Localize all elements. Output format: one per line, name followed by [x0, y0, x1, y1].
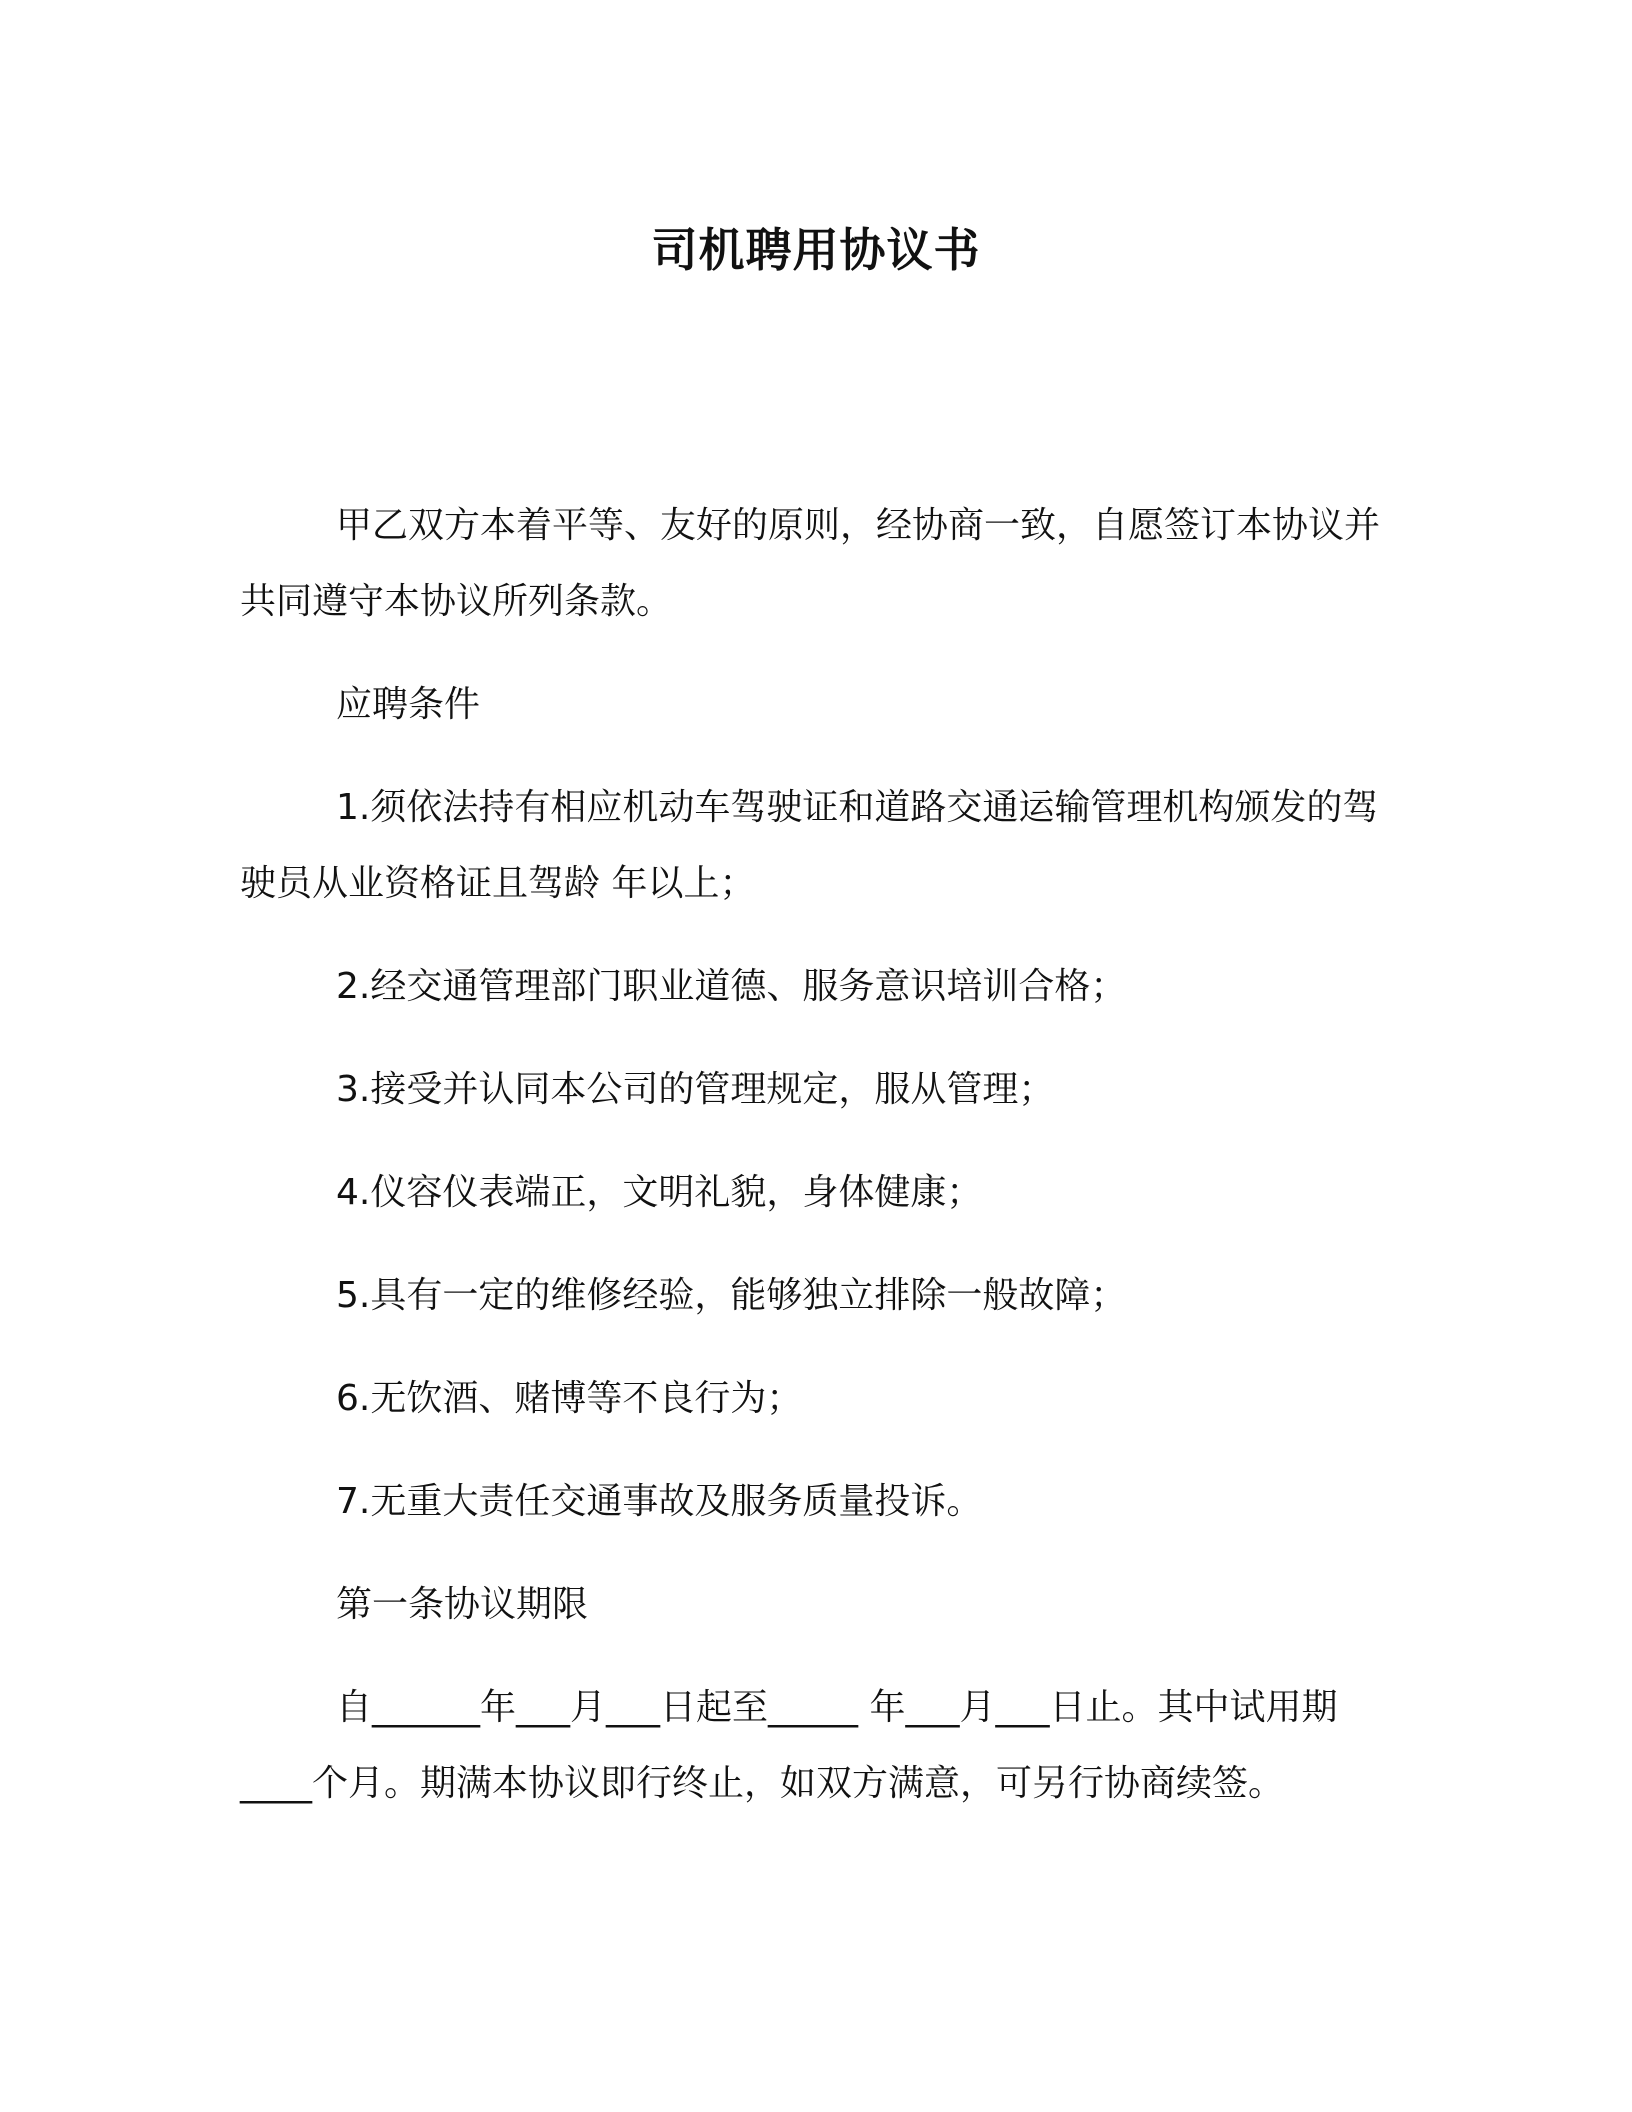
- requirement-item-2: 2.经交通管理部门职业道德、服务意识培训合格；: [336, 966, 1127, 1007]
- requirement-item-6: 6.无饮酒、赌博等不良行为；: [336, 1378, 803, 1419]
- intro-paragraph: 甲乙双方本着平等、友好的原则，经协商一致，自愿签订本协议并共同遵守本协议所列条款。: [240, 505, 1381, 622]
- requirement-item-4: 4.仪容仪表端正，文明礼貌，身体健康；: [336, 1172, 983, 1213]
- requirement-item-7: 7.无重大责任交通事故及服务质量投诉。: [336, 1481, 983, 1522]
- requirement-item-1: 1.须依法持有相应机动车驾驶证和道路交通运输管理机构颁发的驾驶员从业资格证且驾龄 年以上；: [240, 787, 1379, 904]
- requirement-item-5: 5.具有一定的维修经验，能够独立排除一般故障；: [336, 1275, 1127, 1316]
- requirement-item-3: 3.接受并认同本公司的管理规定，服从管理；: [336, 1069, 1055, 1110]
- section-heading-term: 第一条协议期限: [336, 1584, 589, 1625]
- section-heading-requirements: 应聘条件: [336, 684, 481, 725]
- document-body: [240, 488, 1390, 1849]
- term-paragraph: 自______年___月___日起至_____ 年___月___日止。其中试用期____个月。期满本协议即行终止，如双方满意，可另行协商续签。: [240, 1687, 1338, 1804]
- document-title: 司机聘用协议书: [651, 223, 981, 277]
